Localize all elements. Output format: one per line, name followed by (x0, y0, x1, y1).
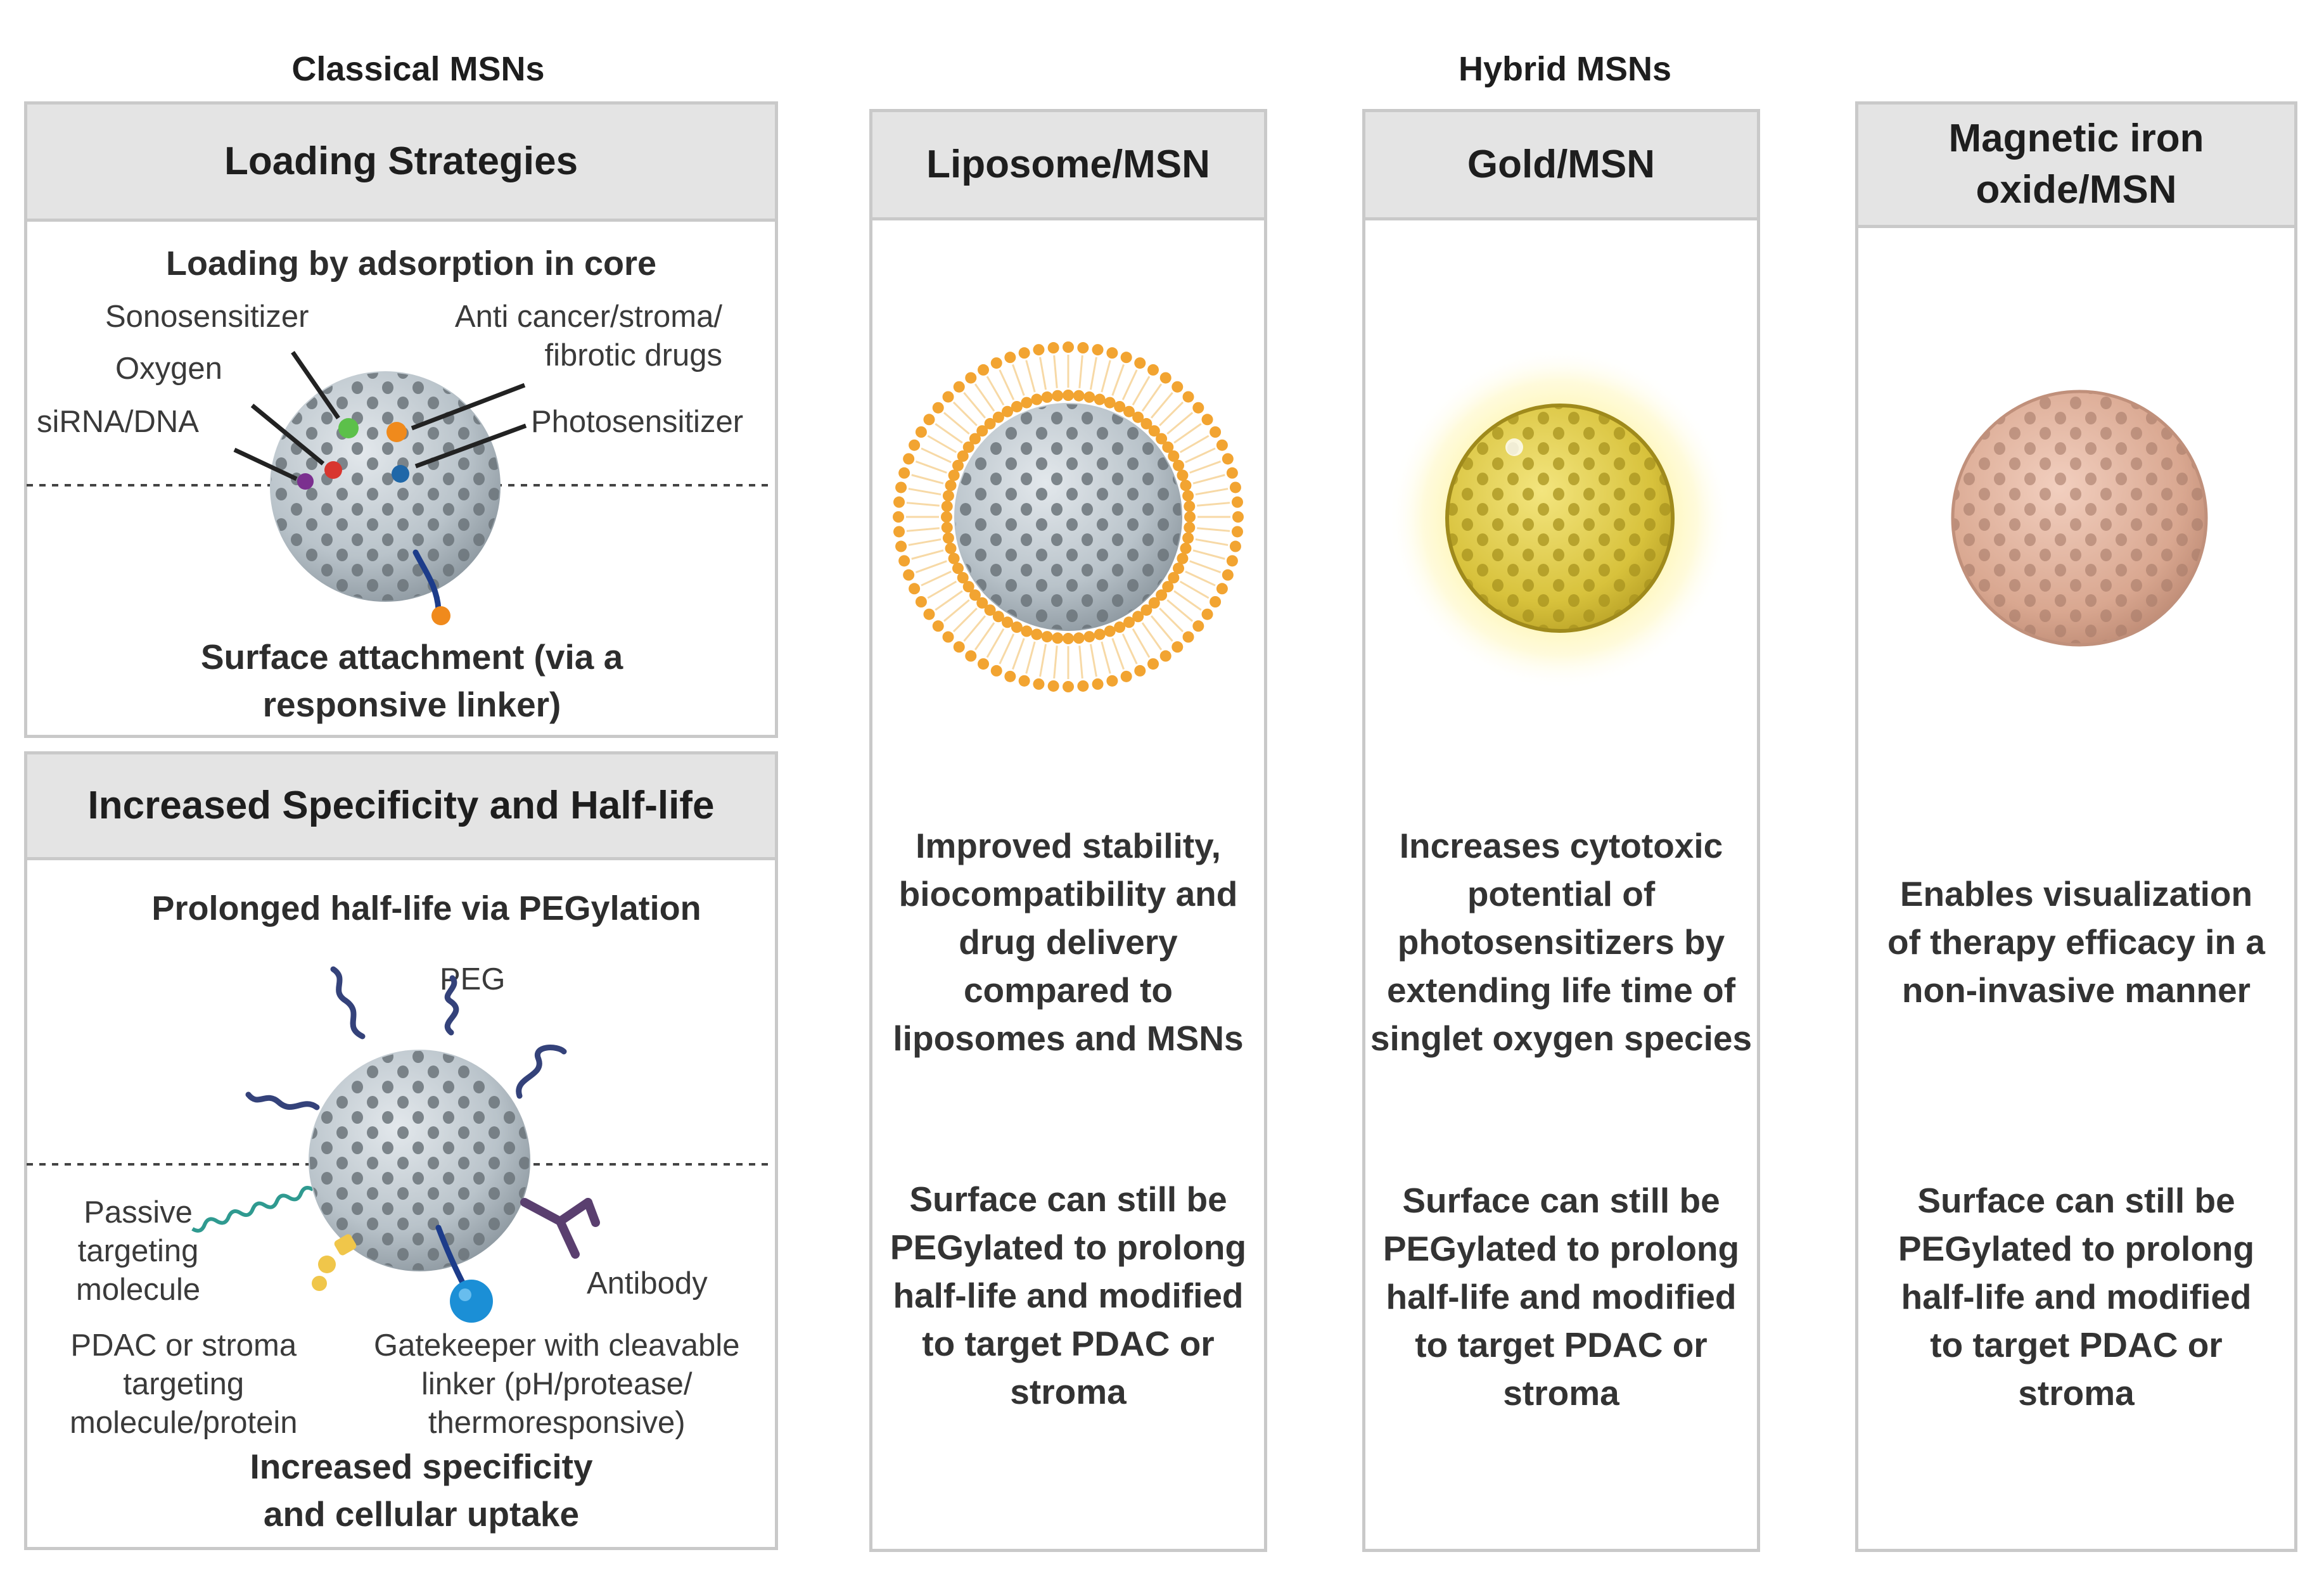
classical-msns-title: Classical MSNs (291, 50, 545, 88)
label-passive-targeting: Passive targeting molecule (76, 1195, 201, 1307)
liposome-surface-note: Surface can still be PEGylated to prolong half-life and modified to target PDAC or stroma (890, 1180, 1247, 1411)
iron-oxide-header: Magnetic iron oxide/MSN (1855, 101, 2297, 228)
loading-subtitle: Loading by adsorption in core (165, 245, 657, 283)
specificity-subtitle: Prolonged half-life via PEGylation (151, 889, 701, 927)
liposome-description: Improved stability, biocompatibility and drug delivery compared to liposomes and MSNs (893, 826, 1244, 1058)
label-pdac-targeting: PDAC or stroma targeting molecule/protein (70, 1328, 298, 1440)
label-oxygen: Oxygen (115, 352, 222, 386)
label-gatekeeper: Gatekeeper with cleavable linker (pH/protease/ thermoresponsive) (374, 1328, 740, 1440)
label-antibody: Antibody (587, 1266, 708, 1301)
iron-oxide-description: Enables visualization of therapy efficacy in a non-invasive manner (1887, 874, 2266, 1010)
iron-oxide-surface-note: Surface can still be PEGylated to prolong half-life and modified to target PDAC or stroma (1898, 1181, 2255, 1413)
label-photosensitizer: Photosensitizer (531, 405, 744, 439)
specificity-header: Increased Specificity and Half-life (24, 751, 778, 860)
label-peg: PEG (440, 962, 506, 996)
msn-particle-iron-oxide (1953, 391, 2206, 645)
label-anticancer-drugs: Anti cancer/stroma/ fibrotic drugs (454, 300, 722, 372)
label-sirna-dna: siRNA/DNA (37, 405, 199, 439)
gold-surface-note: Surface can still be PEGylated to prolong half-life and modified to target PDAC or stroma (1382, 1181, 1740, 1413)
loading-strategies-header: Loading Strategies (24, 101, 778, 222)
gold-description: Increases cytotoxic potential of photosensitizers by extending life time of singlet oxygen species (1370, 826, 1753, 1058)
gold-header: Gold/MSN (1362, 109, 1760, 220)
liposome-header: Liposome/MSN (869, 109, 1267, 220)
surface-attachment-caption: Surface attachment (via a responsive linker) (200, 637, 623, 724)
specificity-footer: Increased specificity and cellular uptake (250, 1447, 593, 1534)
label-sonosensitizer: Sonosensitizer (105, 300, 309, 334)
hybrid-msns-title: Hybrid MSNs (1458, 50, 1672, 88)
